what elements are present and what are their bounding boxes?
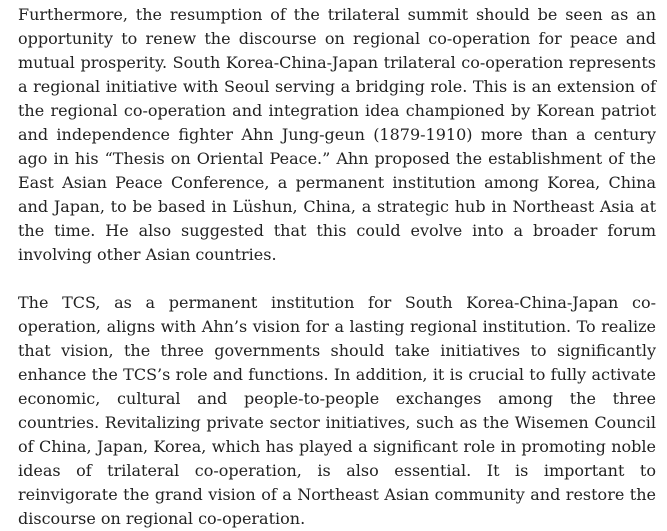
paragraph-trilateral-summit: Furthermore, the resumption of the trilateral summit should be seen as an opportunity to renew the discourse on regional co-operation for peace and mutual prosperity. South Korea-China-Japan trilateral co-operation represents a regional initiative with Seoul serving a bridging role. This is an extension of the regional co-operation and integration idea championed by Korean patriot and independence fighter Ahn Jung-geun (1879-1910) more than a century ago in his “Thesis on Oriental Peace.” Ahn proposed the establishment of the East Asian Peace Conference, a permanent institution among Korea, China and Japan, to be based in Lüshun, China, a strategic hub in Northeast Asia at the time. He also suggested that this could evolve into a broader forum involving other Asian countries. (18, 5, 656, 264)
article-body (18, 3, 656, 531)
paragraph-tcs-institution: The TCS, as a permanent institution for South Korea-China-Japan co-operation, aligns with Ahn’s vision for a lasting regional institution. To realize that vision, the three governments should take initiatives to significantly enhance the TCS’s role and functions. In addition, it is crucial to fully activate economic, cultural and people-to-people exchanges among the three countries. Revitalizing private sector initiatives, such as the Wisemen Council of China, Japan, Korea, which has played a significant role in promoting noble ideas of trilateral co-operation, is also essential. It is important to reinvigorate the grand vision of a Northeast Asian community and restore the discourse on regional co-operation. (18, 293, 656, 528)
